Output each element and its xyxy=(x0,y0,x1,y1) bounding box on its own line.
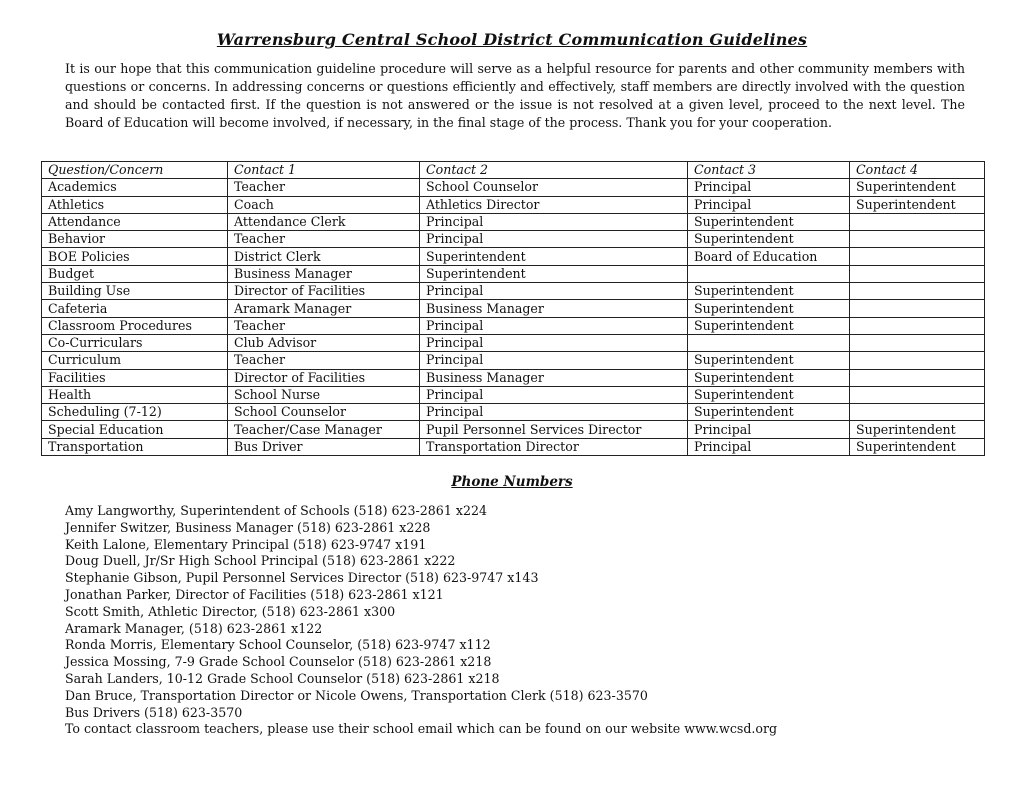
cell-contact-3: Superintendent xyxy=(688,386,850,403)
cell-contact-3 xyxy=(688,334,850,351)
cell-question: Academics xyxy=(42,179,228,196)
cell-contact-3: Superintendent xyxy=(688,369,850,386)
table-header-row xyxy=(42,162,985,179)
cell-contact-4 xyxy=(850,231,985,248)
cell-contact-4: Superintendent xyxy=(850,196,985,213)
cell-contact-2: Principal xyxy=(420,386,688,403)
cell-contact-2: Principal xyxy=(420,404,688,421)
cell-contact-1: Teacher/Case Manager xyxy=(228,421,420,438)
cell-contact-3: Superintendent xyxy=(688,213,850,230)
cell-question: Cafeteria xyxy=(42,300,228,317)
table-row xyxy=(42,179,985,196)
cell-contact-3: Superintendent xyxy=(688,317,850,334)
phone-list-item: Jennifer Switzer, Business Manager (518) 623-2861 x228 xyxy=(65,519,431,535)
phone-list-item: Dan Bruce, Transportation Director or Nicole Owens, Transportation Clerk (518) 623-3570 xyxy=(65,687,648,703)
cell-question: Facilities xyxy=(42,369,228,386)
cell-contact-3: Superintendent xyxy=(688,231,850,248)
cell-contact-3: Superintendent xyxy=(688,283,850,300)
cell-question: Behavior xyxy=(42,231,228,248)
cell-contact-1: Teacher xyxy=(228,231,420,248)
cell-contact-4 xyxy=(850,248,985,265)
document-title: Warrensburg Central School District Communication Guidelines xyxy=(216,30,808,49)
cell-contact-4 xyxy=(850,300,985,317)
cell-question: Co-Curriculars xyxy=(42,334,228,351)
table-row xyxy=(42,404,985,421)
column-header-contact-2: Contact 2 xyxy=(420,162,688,179)
cell-contact-1: District Clerk xyxy=(228,248,420,265)
cell-contact-4 xyxy=(850,265,985,282)
communication-guidelines-table xyxy=(41,161,985,456)
cell-question: Building Use xyxy=(42,283,228,300)
cell-contact-1: Teacher xyxy=(228,317,420,334)
cell-contact-2: Principal xyxy=(420,317,688,334)
cell-contact-1: Bus Driver xyxy=(228,438,420,455)
cell-contact-4: Superintendent xyxy=(850,421,985,438)
cell-contact-2: Principal xyxy=(420,334,688,351)
cell-contact-2: Business Manager xyxy=(420,300,688,317)
table-row xyxy=(42,213,985,230)
cell-question: Transportation xyxy=(42,438,228,455)
cell-contact-2: Transportation Director xyxy=(420,438,688,455)
cell-contact-3: Principal xyxy=(688,438,850,455)
column-header-contact-4: Contact 4 xyxy=(850,162,985,179)
cell-contact-1: Teacher xyxy=(228,179,420,196)
cell-contact-4: Superintendent xyxy=(850,438,985,455)
cell-contact-1: Director of Facilities xyxy=(228,283,420,300)
phone-numbers-heading: Phone Numbers xyxy=(451,474,573,490)
phone-list-item: Aramark Manager, (518) 623-2861 x122 xyxy=(65,620,323,636)
cell-contact-1: Club Advisor xyxy=(228,334,420,351)
column-header-contact-1: Contact 1 xyxy=(228,162,420,179)
cell-question: Athletics xyxy=(42,196,228,213)
cell-question: Health xyxy=(42,386,228,403)
table-row xyxy=(42,248,985,265)
cell-contact-3: Principal xyxy=(688,196,850,213)
table-row xyxy=(42,334,985,351)
table-row xyxy=(42,438,985,455)
phone-list-item: Keith Lalone, Elementary Principal (518) 623-9747 x191 xyxy=(65,536,427,552)
cell-contact-2: Pupil Personnel Services Director xyxy=(420,421,688,438)
phone-numbers-list xyxy=(65,503,777,738)
cell-question: Scheduling (7-12) xyxy=(42,404,228,421)
cell-contact-2: School Counselor xyxy=(420,179,688,196)
cell-contact-1: School Counselor xyxy=(228,404,420,421)
table-row xyxy=(42,196,985,213)
phone-list-item: Jonathan Parker, Director of Facilities (518) 623-2861 x121 xyxy=(65,586,444,602)
phone-list-item: Stephanie Gibson, Pupil Personnel Services Director (518) 623-9747 x143 xyxy=(65,570,539,586)
cell-contact-1: School Nurse xyxy=(228,386,420,403)
cell-contact-4 xyxy=(850,386,985,403)
cell-contact-2: Principal xyxy=(420,352,688,369)
column-header-question: Question/Concern xyxy=(42,162,228,179)
cell-contact-4 xyxy=(850,213,985,230)
cell-contact-3 xyxy=(688,265,850,282)
phone-list-item: Scott Smith, Athletic Director, (518) 623-2861 x300 xyxy=(65,603,396,619)
cell-contact-4 xyxy=(850,352,985,369)
cell-contact-2: Athletics Director xyxy=(420,196,688,213)
cell-contact-3: Superintendent xyxy=(688,300,850,317)
table-row xyxy=(42,369,985,386)
phone-list-item: Doug Duell, Jr/Sr High School Principal (518) 623-2861 x222 xyxy=(65,553,456,569)
cell-contact-4 xyxy=(850,334,985,351)
cell-contact-3: Board of Education xyxy=(688,248,850,265)
cell-contact-1: Business Manager xyxy=(228,265,420,282)
cell-contact-2: Superintendent xyxy=(420,248,688,265)
cell-question: Curriculum xyxy=(42,352,228,369)
table-row xyxy=(42,317,985,334)
table-row xyxy=(42,231,985,248)
cell-contact-2: Superintendent xyxy=(420,265,688,282)
cell-contact-1: Attendance Clerk xyxy=(228,213,420,230)
cell-contact-1: Aramark Manager xyxy=(228,300,420,317)
column-header-contact-3: Contact 3 xyxy=(688,162,850,179)
cell-contact-3: Superintendent xyxy=(688,352,850,369)
phone-list-item: To contact classroom teachers, please use their school email which can be found on our website www.wcsd.org xyxy=(65,721,778,737)
table-row xyxy=(42,352,985,369)
cell-contact-4 xyxy=(850,283,985,300)
phone-list-item: Jessica Mossing, 7-9 Grade School Counselor (518) 623-2861 x218 xyxy=(65,654,492,670)
table-row xyxy=(42,421,985,438)
cell-question: Classroom Procedures xyxy=(42,317,228,334)
cell-contact-4 xyxy=(850,369,985,386)
table-row xyxy=(42,386,985,403)
cell-contact-4 xyxy=(850,404,985,421)
table-body xyxy=(42,179,985,456)
cell-contact-2: Principal xyxy=(420,213,688,230)
phone-list-item: Ronda Morris, Elementary School Counselor, (518) 623-9747 x112 xyxy=(65,637,491,653)
intro-paragraph: It is our hope that this communication guideline procedure will serve as a helpful resource for parents and other community members with questions or concerns. In addressing concerns or questions efficiently and effectively, staff members are directly involved with the question and should be contacted first. If the question is not answered or the issue is not resolved at a given level, proceed to the next level. The Board of Education will become involved, if necessary, in the final stage of the process. Thank you for your cooperation. xyxy=(65,61,965,130)
cell-contact-1: Teacher xyxy=(228,352,420,369)
cell-contact-2: Principal xyxy=(420,283,688,300)
phone-list-item: Sarah Landers, 10-12 Grade School Counselor (518) 623-2861 x218 xyxy=(65,670,500,686)
table-row xyxy=(42,265,985,282)
cell-contact-2: Business Manager xyxy=(420,369,688,386)
phone-list-item: Bus Drivers (518) 623-3570 xyxy=(65,704,243,720)
cell-contact-3: Principal xyxy=(688,179,850,196)
phone-list-item: Amy Langworthy, Superintendent of Schools (518) 623-2861 x224 xyxy=(65,503,487,518)
cell-contact-3: Principal xyxy=(688,421,850,438)
cell-contact-1: Coach xyxy=(228,196,420,213)
cell-question: Budget xyxy=(42,265,228,282)
cell-question: BOE Policies xyxy=(42,248,228,265)
cell-contact-3: Superintendent xyxy=(688,404,850,421)
cell-contact-4: Superintendent xyxy=(850,179,985,196)
cell-question: Attendance xyxy=(42,213,228,230)
table-row xyxy=(42,300,985,317)
cell-contact-1: Director of Facilities xyxy=(228,369,420,386)
cell-contact-2: Principal xyxy=(420,231,688,248)
cell-contact-4 xyxy=(850,317,985,334)
table-row xyxy=(42,283,985,300)
cell-question: Special Education xyxy=(42,421,228,438)
